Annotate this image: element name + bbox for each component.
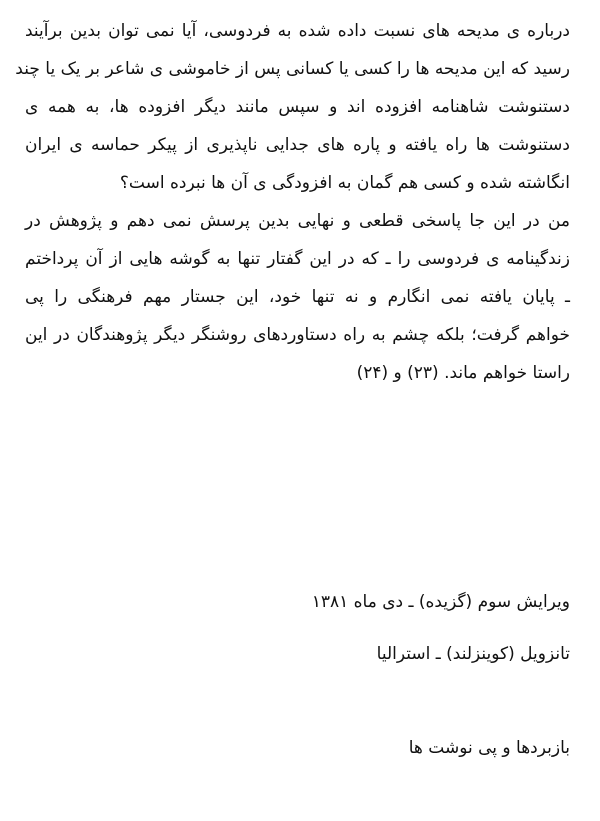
text-line: رسید که این مدیحه ها را کسی یا کسانی پس از خاموشی ی شاعر بر یک یا چند bbox=[15, 59, 570, 79]
paragraph-1 bbox=[15, 12, 570, 202]
text-line: درباره ی مدیحه های نسبت داده شده به فردوسی، آیا نمی توان بدین برآیند bbox=[25, 21, 570, 41]
text-line: انگاشته شده و کسی هم گمان به افزودگی ی آن ها نبرده است؟ bbox=[119, 173, 570, 193]
place-line: تانزویل (کوینزلند) ـ استرالیا bbox=[376, 644, 570, 664]
body-text bbox=[15, 12, 570, 392]
text-line: راستا خواهم ماند. (۲۳) و (۲۴) bbox=[356, 363, 570, 383]
text-line: ـ پایان یافته نمی انگارم و نه تنها خود، این جستار مهم فرهنگی را پی bbox=[25, 287, 570, 307]
text-line: خواهم گرفت؛ بلکه چشم به راه دستاوردهای روشنگر دیگر پژوهندگان در این bbox=[25, 325, 570, 345]
references-heading: بازبردها و پی نوشت ها bbox=[408, 738, 570, 758]
text-line: من در این جا پاسخی قطعی و نهایی بدین پرسش نمی دهم و پژوهش در bbox=[25, 211, 570, 231]
text-line: دستنوشت شاهنامه افزوده اند و سپس مانند دیگر افزوده ها، به همه ی bbox=[25, 97, 570, 117]
paragraph-2 bbox=[25, 202, 570, 392]
text-line: زندگینامه ی فردوسی را ـ که در این گفتار تنها به گوشه هایی از آن پرداختم bbox=[25, 249, 570, 269]
text-line: دستنوشت ها راه یافته و پاره های جدایی ناپذیری از پیکر حماسه ی ایران bbox=[25, 135, 570, 155]
edition-date-line: ویرایش سوم (گزیده) ـ دی ماه ۱۳۸۱ bbox=[311, 592, 570, 612]
